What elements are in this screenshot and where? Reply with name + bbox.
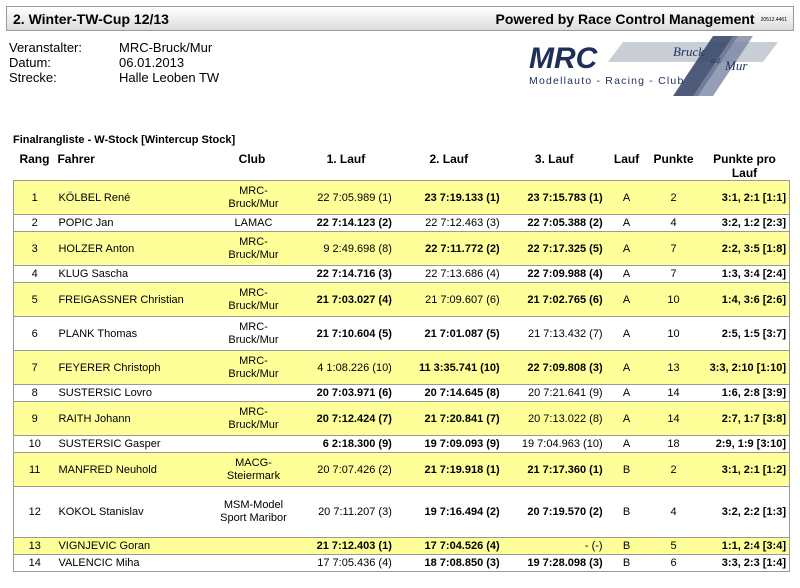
driver-cell: PLANK Thomas	[55, 317, 207, 351]
driver-cell: RAITH Johann	[55, 402, 207, 436]
logo-main: MRC	[529, 42, 598, 75]
club-name: MACG-Steiermark	[226, 456, 281, 482]
lauf2-cell: 19 7:16.494 (2)	[395, 487, 503, 538]
points-per-run-cell: 1:3, 3:4 [2:4]	[699, 266, 789, 283]
driver-cell: FREIGASSNER Christian	[55, 283, 207, 317]
points-cell: 4	[648, 215, 700, 232]
club-name: MRC-Bruck/Mur	[228, 405, 279, 431]
lauf2-cell: 21 7:09.607 (6)	[395, 283, 503, 317]
points-cell: 5	[648, 538, 700, 555]
rang-cell: 5	[14, 283, 56, 317]
lauf1-cell: 20 7:07.426 (2)	[297, 453, 395, 487]
points-cell: 10	[648, 283, 700, 317]
lauf3-cell: 20 7:19.570 (2)	[503, 487, 606, 538]
lauf2-cell: 22 7:13.686 (4)	[395, 266, 503, 283]
version: 20512.4461	[760, 16, 787, 23]
lauf-group-cell: A	[606, 385, 648, 402]
subtitle: Finalrangliste - W-Stock [Wintercup Stock]	[13, 134, 236, 146]
driver-cell: KÖLBEL René	[55, 181, 207, 215]
rang-cell: 6	[14, 317, 56, 351]
lauf3-cell: 22 7:09.988 (4)	[503, 266, 606, 283]
lauf-group-cell: A	[606, 266, 648, 283]
points-cell: 2	[648, 453, 700, 487]
table-row	[14, 436, 790, 453]
club-cell	[207, 266, 297, 283]
table-row	[14, 266, 790, 283]
table-row	[14, 555, 790, 572]
lauf-group-cell: A	[606, 402, 648, 436]
club-name: MRC-Bruck/Mur	[228, 354, 279, 380]
lauf3-cell: 23 7:15.783 (1)	[503, 181, 606, 215]
rang-cell: 13	[14, 538, 56, 555]
lauf-group-cell: A	[606, 317, 648, 351]
logo-tagline: Modellauto - Racing - Club	[529, 75, 685, 87]
lauf3-cell: 20 7:13.022 (8)	[503, 402, 606, 436]
club-cell	[207, 538, 297, 555]
points-per-run-cell: 3:1, 2:1 [1:1]	[699, 181, 789, 215]
table-row	[14, 215, 790, 232]
lauf3-cell: 21 7:13.432 (7)	[503, 317, 606, 351]
points-per-run-cell: 3:3, 2:10 [1:10]	[699, 351, 789, 385]
lauf3-cell: 21 7:02.765 (6)	[503, 283, 606, 317]
club-name: MSM-Model Sport Maribor	[220, 499, 287, 524]
lauf1-cell: 20 7:12.424 (7)	[297, 402, 395, 436]
club-name: MRC-Bruck/Mur	[228, 235, 279, 261]
club-cell	[207, 555, 297, 572]
points-cell: 6	[648, 555, 700, 572]
lauf2-cell: 21 7:19.918 (1)	[395, 453, 503, 487]
club-cell	[207, 436, 297, 453]
lauf-group-cell: A	[606, 215, 648, 232]
meta-organizer: Veranstalter: MRC-Bruck/Mur	[9, 40, 213, 55]
header-bar	[6, 6, 794, 31]
powered-text: Powered by Race Control Management	[495, 10, 755, 27]
lauf3-cell: 22 7:05.388 (2)	[503, 215, 606, 232]
rang-cell: 8	[14, 385, 56, 402]
lauf1-cell: 9 2:49.698 (8)	[297, 232, 395, 266]
event-meta	[9, 40, 219, 85]
meta-date: Datum: 06.01.2013	[9, 55, 185, 70]
club-cell	[207, 215, 297, 232]
rang-cell: 14	[14, 555, 56, 572]
lauf3-cell: 20 7:21.641 (9)	[503, 385, 606, 402]
points-cell: 2	[648, 181, 700, 215]
lauf3-cell: 21 7:17.360 (1)	[503, 453, 606, 487]
lauf-group-cell: B	[606, 555, 648, 572]
club-cell	[207, 402, 297, 436]
driver-cell: SUSTERSIC Lovro	[55, 385, 207, 402]
table-row	[14, 283, 790, 317]
club-cell	[207, 283, 297, 317]
rang-cell: 10	[14, 436, 56, 453]
results-body	[14, 181, 790, 572]
lauf3-cell: 19 7:04.963 (10)	[503, 436, 606, 453]
table-row	[14, 351, 790, 385]
meta-track: Strecke: Halle Leoben TW	[9, 70, 220, 85]
rang-cell: 7	[14, 351, 56, 385]
club-cell	[207, 351, 297, 385]
points-per-run-cell: 2:2, 3:5 [1:8]	[699, 232, 789, 266]
driver-cell: POPIC Jan	[55, 215, 207, 232]
table-row	[14, 453, 790, 487]
points-per-run-cell: 2:5, 1:5 [3:7]	[699, 317, 789, 351]
club-cell	[207, 317, 297, 351]
lauf-group-cell: A	[606, 181, 648, 215]
club-name: MRC-Bruck/Mur	[228, 320, 279, 346]
club-cell	[207, 487, 297, 538]
lauf2-cell: 19 7:09.093 (9)	[395, 436, 503, 453]
lauf1-cell: 17 7:05.436 (4)	[297, 555, 395, 572]
lauf-group-cell: B	[606, 453, 648, 487]
rang-cell: 1	[14, 181, 56, 215]
points-per-run-cell: 1:1, 2:4 [3:4]	[699, 538, 789, 555]
points-per-run-cell: 1:6, 2:8 [3:9]	[699, 385, 789, 402]
points-cell: 4	[648, 487, 700, 538]
points-cell: 14	[648, 385, 700, 402]
lauf-group-cell: B	[606, 538, 648, 555]
club-name: MRC-Bruck/Mur	[228, 286, 279, 312]
points-cell: 7	[648, 266, 700, 283]
lauf1-cell: 21 7:10.604 (5)	[297, 317, 395, 351]
col-punkte: Punkte	[653, 152, 694, 166]
table-row	[14, 232, 790, 266]
lauf1-cell: 21 7:03.027 (4)	[297, 283, 395, 317]
lauf-group-cell: A	[606, 232, 648, 266]
lauf-group-cell: A	[606, 436, 648, 453]
lauf-group-cell: A	[606, 351, 648, 385]
driver-cell: KLUG Sascha	[55, 266, 207, 283]
points-per-run-cell: 3:1, 2:1 [1:2]	[699, 453, 789, 487]
table-row	[14, 385, 790, 402]
lauf1-cell: 6 2:18.300 (9)	[297, 436, 395, 453]
col-lauf2: 2. Lauf	[429, 152, 469, 166]
col-lauf1: 1. Lauf	[326, 152, 366, 166]
lauf-group-cell: A	[606, 283, 648, 317]
lauf3-cell: 19 7:28.098 (3)	[503, 555, 606, 572]
lauf1-cell: 20 7:11.207 (3)	[297, 487, 395, 538]
points-per-run-cell: 3:2, 1:2 [2:3]	[699, 215, 789, 232]
points-per-run-cell: 3:3, 2:3 [1:4]	[699, 555, 789, 572]
table-row	[14, 317, 790, 351]
lauf3-cell: - (-)	[503, 538, 606, 555]
lauf1-cell: 22 7:05.989 (1)	[297, 181, 395, 215]
lauf2-cell: 17 7:04.526 (4)	[395, 538, 503, 555]
driver-cell: MANFRED Neuhold	[55, 453, 207, 487]
lauf1-cell: 21 7:12.403 (1)	[297, 538, 395, 555]
lauf1-cell: 22 7:14.716 (3)	[297, 266, 395, 283]
lauf2-cell: 18 7:08.850 (3)	[395, 555, 503, 572]
lauf2-cell: 21 7:01.087 (5)	[395, 317, 503, 351]
header-row	[14, 150, 790, 181]
club-name: MRC-Bruck/Mur	[228, 184, 279, 210]
points-cell: 14	[648, 402, 700, 436]
club-cell	[207, 181, 297, 215]
rang-cell: 9	[14, 402, 56, 436]
powered-by	[496, 11, 787, 27]
lauf2-cell: 20 7:14.645 (8)	[395, 385, 503, 402]
logo-ad: a.d.	[711, 57, 722, 65]
table-row	[14, 402, 790, 436]
lauf2-cell: 22 7:12.463 (3)	[395, 215, 503, 232]
points-cell: 13	[648, 351, 700, 385]
lauf2-cell: 21 7:20.841 (7)	[395, 402, 503, 436]
event-title: 2. Winter-TW-Cup 12/13	[13, 10, 169, 27]
col-club: Club	[238, 152, 266, 166]
driver-cell: VALENCIC Miha	[55, 555, 207, 572]
rang-cell: 4	[14, 266, 56, 283]
lauf3-cell: 22 7:17.325 (5)	[503, 232, 606, 266]
rang-cell: 12	[14, 487, 56, 538]
club-cell	[207, 453, 297, 487]
driver-cell: KOKOL Stanislav	[55, 487, 207, 538]
rang-cell: 2	[14, 215, 56, 232]
results-table	[13, 150, 790, 572]
points-per-run-cell: 2:7, 1:7 [3:8]	[699, 402, 789, 436]
col-lauf: Lauf	[613, 152, 640, 166]
lauf2-cell: 22 7:11.772 (2)	[395, 232, 503, 266]
points-cell: 7	[648, 232, 700, 266]
driver-cell: SUSTERSIC Gasper	[55, 436, 207, 453]
club-name: LAMAC	[234, 216, 273, 229]
lauf-group-cell: B	[606, 487, 648, 538]
club-cell	[207, 232, 297, 266]
lauf2-cell: 11 3:35.741 (10)	[395, 351, 503, 385]
club-cell	[207, 385, 297, 402]
points-cell: 18	[648, 436, 700, 453]
driver-cell: VIGNJEVIC Goran	[55, 538, 207, 555]
col-lauf3: 3. Lauf	[534, 152, 574, 166]
points-per-run-cell: 1:4, 3:6 [2:6]	[699, 283, 789, 317]
club-logo	[523, 36, 778, 100]
points-per-run-cell: 3:2, 2:2 [1:3]	[699, 487, 789, 538]
lauf2-cell: 23 7:19.133 (1)	[395, 181, 503, 215]
logo-bruck: Bruck	[673, 44, 705, 59]
col-punkte-pro-lauf: Punkte pro Lauf	[713, 152, 776, 180]
col-rang: Rang	[19, 152, 50, 166]
points-per-run-cell: 2:9, 1:9 [3:10]	[699, 436, 789, 453]
driver-cell: HOLZER Anton	[55, 232, 207, 266]
points-cell: 10	[648, 317, 700, 351]
lauf1-cell: 20 7:03.971 (6)	[297, 385, 395, 402]
logo-mur: Mur	[725, 58, 748, 73]
lauf1-cell: 4 1:08.226 (10)	[297, 351, 395, 385]
col-fahrer: Fahrer	[57, 152, 95, 166]
lauf3-cell: 22 7:09.808 (3)	[503, 351, 606, 385]
rang-cell: 11	[14, 453, 56, 487]
driver-cell: FEYERER Christoph	[55, 351, 207, 385]
table-row	[14, 487, 790, 538]
lauf1-cell: 22 7:14.123 (2)	[297, 215, 395, 232]
rang-cell: 3	[14, 232, 56, 266]
table-row	[14, 181, 790, 215]
table-row	[14, 538, 790, 555]
